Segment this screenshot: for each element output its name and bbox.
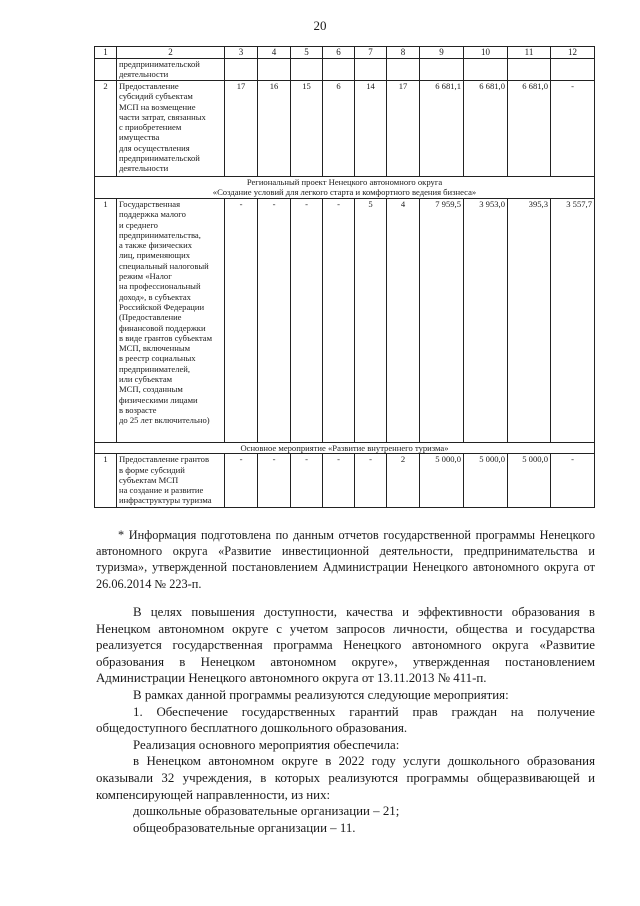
table-cell: 16 (258, 81, 291, 177)
table-cell: Предоставление субсидий субъектам МСП на возмещение части затрат, связанных с приобретением имущества для осуществления предпринимательской деятельности (117, 81, 225, 177)
header-cell: 2 (117, 47, 225, 59)
table-cell: - (323, 454, 355, 508)
paragraph: В целях повышения доступности, качества и эффективности образования в Ненецком автономном округе с учетом запросов личности, общества и государства реализуется государственная программа Ненецкого автономного округа «Развитие образования в Ненецком автономном округе», утвержденная постановлением Администрации Ненецкого автономного округа от 13.11.2013 № 411-п. (96, 605, 595, 686)
section-row (95, 443, 595, 454)
body-text (96, 604, 595, 836)
table-cell: 1 (95, 199, 117, 443)
table-cell: 2 (387, 454, 420, 508)
table-cell: - (323, 199, 355, 443)
header-cell: 12 (551, 47, 595, 59)
table-cell (323, 59, 355, 81)
table-cell: 5 000,0 (420, 454, 464, 508)
footnote (96, 527, 595, 592)
table-cell: - (291, 199, 323, 443)
section-row (95, 177, 595, 199)
header-cell: 8 (387, 47, 420, 59)
table-cell (95, 59, 117, 81)
table-cell (355, 59, 387, 81)
table-header-row (95, 47, 595, 59)
paragraph: В рамках данной программы реализуются следующие мероприятия: (133, 687, 509, 702)
table-cell (258, 59, 291, 81)
table-row (95, 81, 595, 177)
table-cell: 6 681,1 (420, 81, 464, 177)
table-row (95, 59, 595, 81)
table-cell (225, 59, 258, 81)
header-cell: 3 (225, 47, 258, 59)
table-cell: Предоставление грантов в форме субсидий субъектам МСП на создание и развитие инфраструктуры туризма (117, 454, 225, 508)
table-cell: 5 000,0 (464, 454, 508, 508)
table-cell: 5 000,0 (508, 454, 551, 508)
paragraph: дошкольные образовательные организации – 21; (133, 804, 400, 819)
table-cell (291, 59, 323, 81)
table-cell: 6 681,0 (464, 81, 508, 177)
footnote-text: * Информация подготовлена по данным отчетов государственной программы Ненецкого автономного округа «Развитие инвестиционной деятельности, предпринимательства и туризма», утвержденной постановлением Администрации Ненецкого автономного округа от 26.06.2014 № 223-п. (96, 528, 595, 591)
table-cell: 7 959,5 (420, 199, 464, 443)
table-cell (420, 59, 464, 81)
header-cell: 10 (464, 47, 508, 59)
table-cell: - (355, 454, 387, 508)
table-cell: - (258, 199, 291, 443)
table-cell: 1 (95, 454, 117, 508)
paragraph: в Ненецком автономном округе в 2022 году услуги дошкольного образования оказывали 32 учреждения, в которых реализуются программы общеразвивающей и компенсирующей направленности, из них: (96, 754, 595, 802)
header-cell: 5 (291, 47, 323, 59)
header-cell: 6 (323, 47, 355, 59)
header-cell: 11 (508, 47, 551, 59)
table-cell: 14 (355, 81, 387, 177)
table-cell: 15 (291, 81, 323, 177)
table-cell (508, 59, 551, 81)
table-row (95, 199, 595, 443)
data-table (94, 46, 595, 508)
table-cell: - (551, 454, 595, 508)
page-number: 20 (313, 18, 327, 33)
table-row (95, 454, 595, 508)
table-cell: 17 (225, 81, 258, 177)
paragraph: Реализация основного мероприятия обеспечила: (133, 737, 400, 752)
table-cell: - (291, 454, 323, 508)
table-cell: 6 681,0 (508, 81, 551, 177)
table-cell: - (551, 81, 595, 177)
table-cell (387, 59, 420, 81)
paragraph: общеобразовательные организации – 11. (133, 820, 356, 835)
table-cell: 3 557,7 (551, 199, 595, 443)
table-cell: 17 (387, 81, 420, 177)
table-cell: - (258, 454, 291, 508)
header-cell: 4 (258, 47, 291, 59)
table-cell: Государственная поддержка малого и среднего предпринимательства, а также физических лиц, применяющих специальный налоговый режим «Налог на профессиональный доход», в субъектах Российской Федерации (Предоставление финансовой поддержки в виде грантов субъектам МСП, включенным в реестр социальных предпринимателей, или субъектам МСП, созданным физическими лицами в возрасте до 25 лет включительно) (117, 199, 225, 443)
header-cell: 9 (420, 47, 464, 59)
table-cell: - (225, 199, 258, 443)
table-cell: 2 (95, 81, 117, 177)
table-cell: предпринимательской деятельности (117, 59, 225, 81)
section-title: Основное мероприятие «Развитие внутреннего туризма» (95, 443, 595, 454)
table-cell (464, 59, 508, 81)
section-title: Региональный проект Ненецкого автономного округа «Создание условий для легкого старта и комфортного ведения бизнеса» (95, 177, 595, 199)
header-cell: 1 (95, 47, 117, 59)
table-cell: 5 (355, 199, 387, 443)
table-cell (551, 59, 595, 81)
table-cell: 4 (387, 199, 420, 443)
table-cell: 395,3 (508, 199, 551, 443)
table-cell: - (225, 454, 258, 508)
header-cell: 7 (355, 47, 387, 59)
paragraph: 1. Обеспечение государственных гарантий прав граждан на получение общедоступного бесплатного дошкольного образования. (96, 704, 595, 736)
table-cell: 6 (323, 81, 355, 177)
table-cell: 3 953,0 (464, 199, 508, 443)
